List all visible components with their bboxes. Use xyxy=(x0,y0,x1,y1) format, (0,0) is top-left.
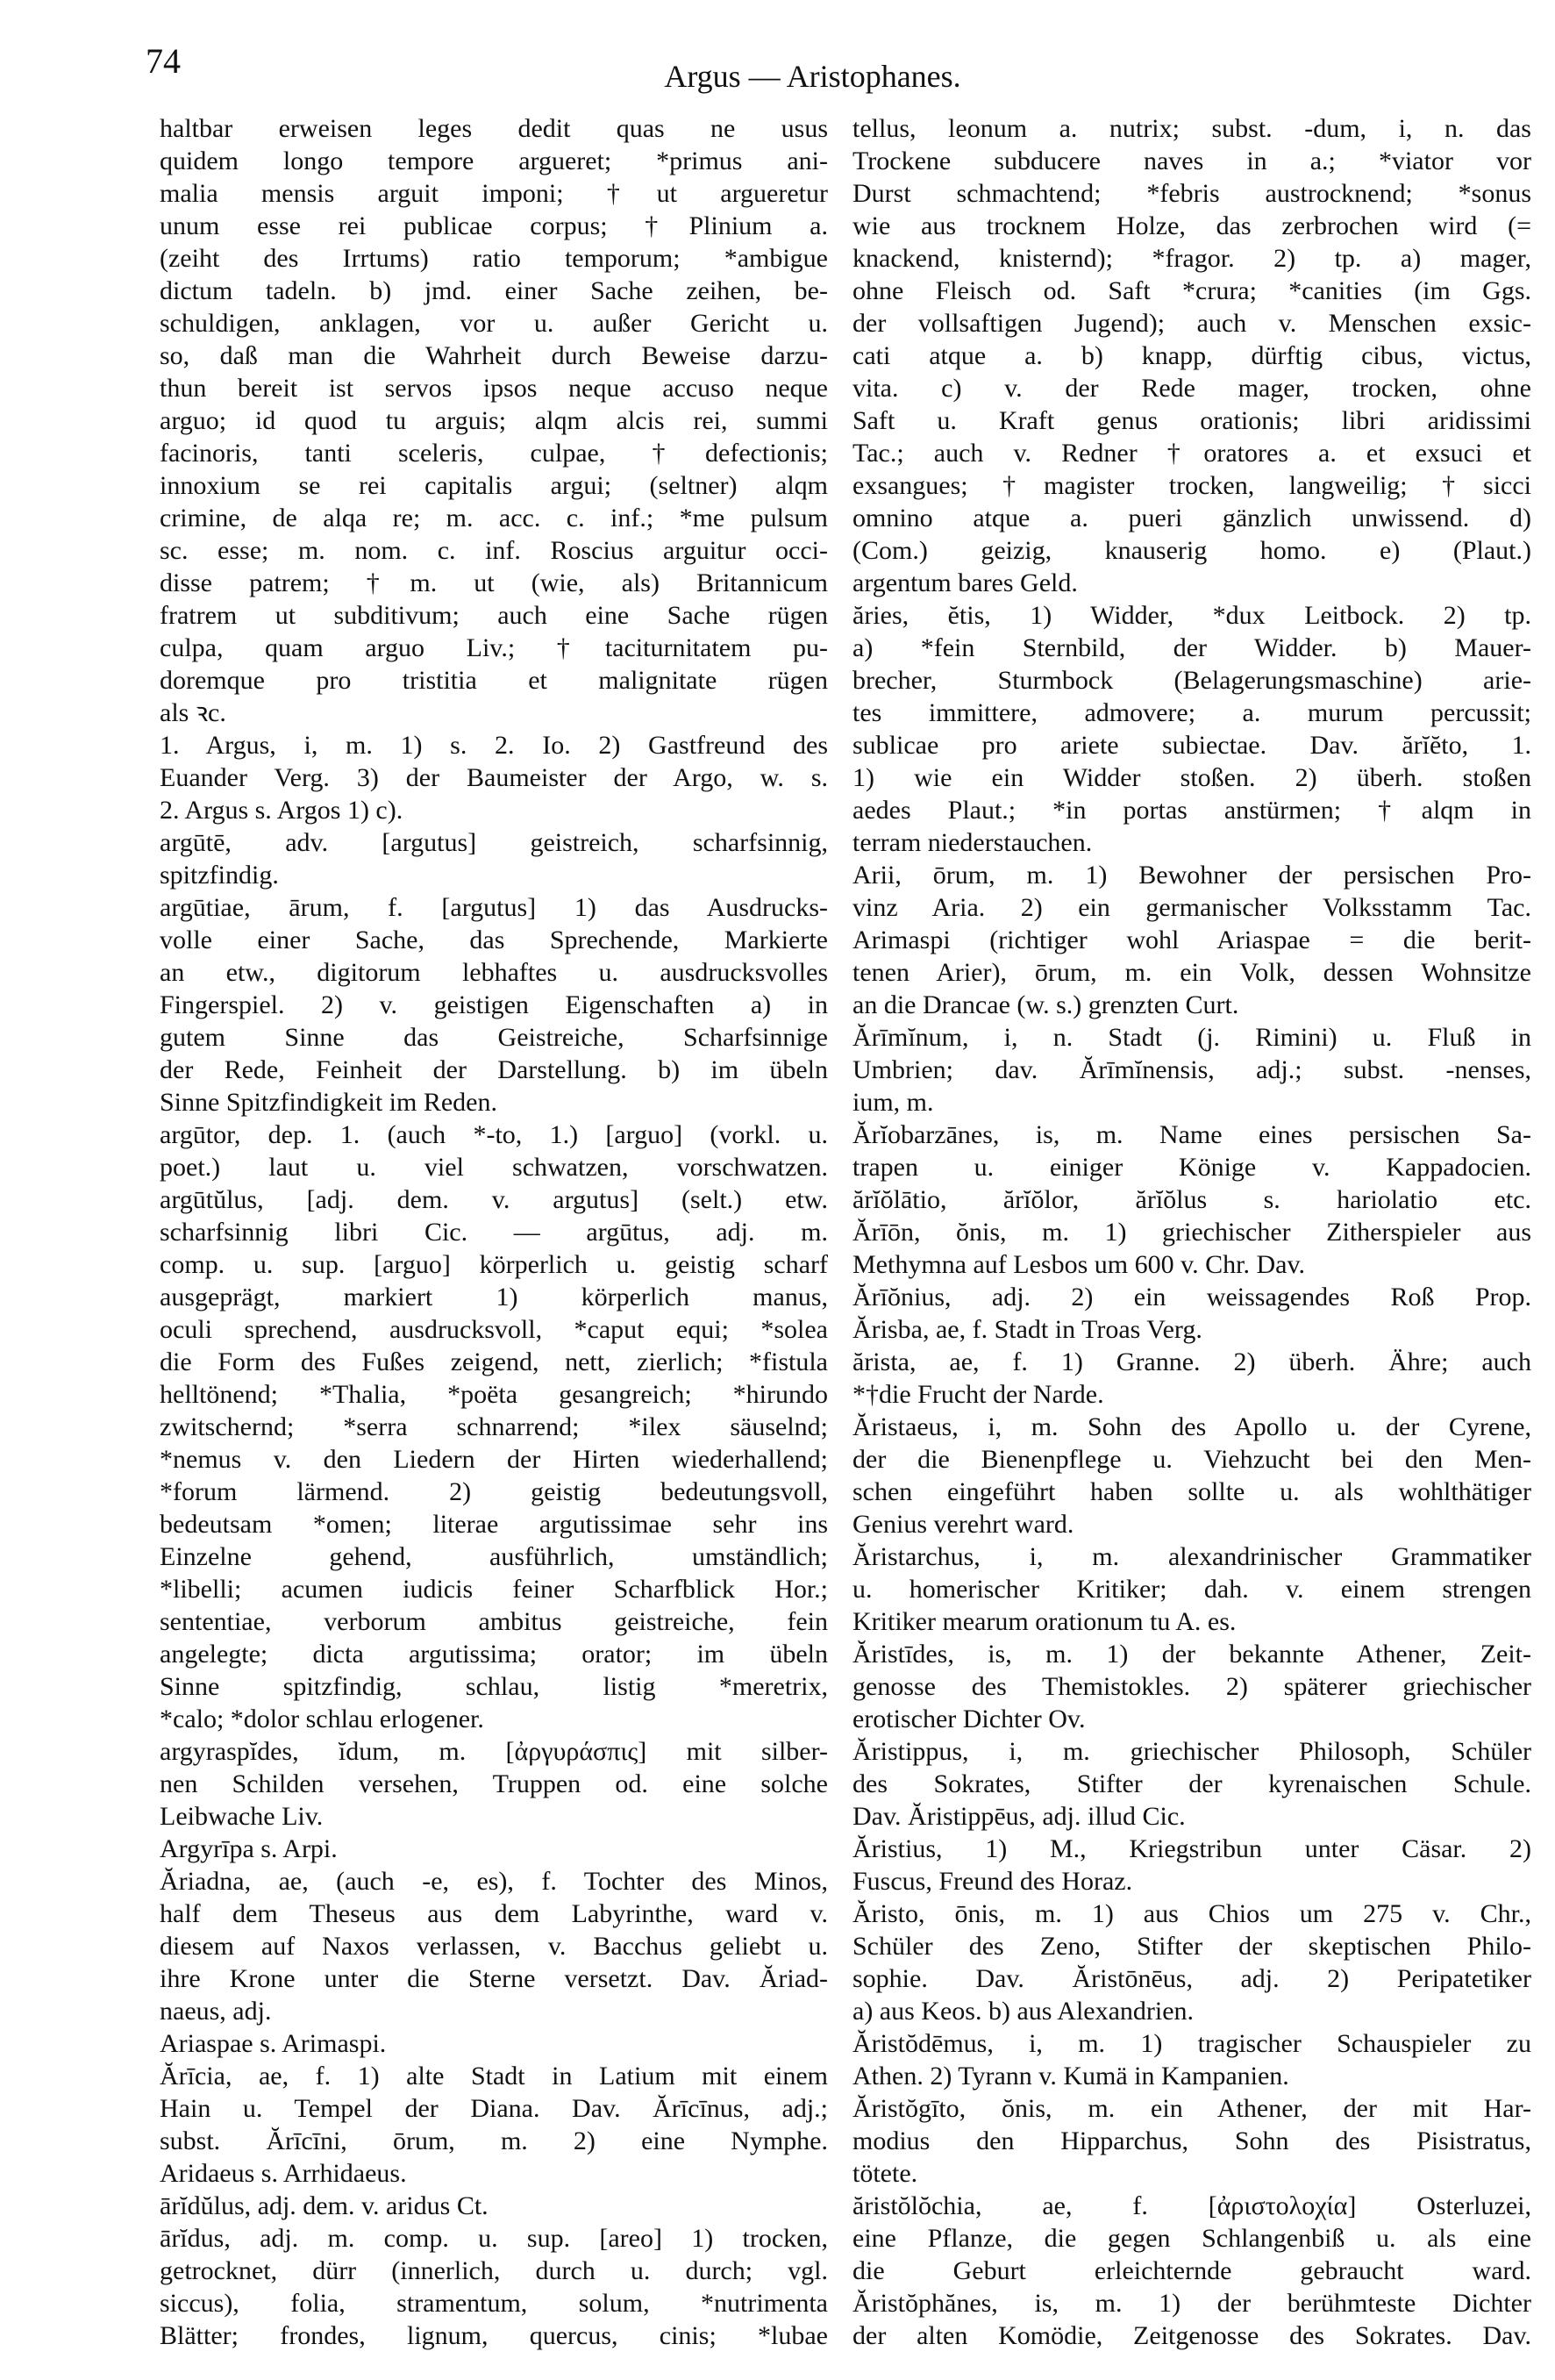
text-line: exsangues; †magister trocken, langweilig; †sicci xyxy=(852,471,1531,500)
text-line: diesem auf Naxos verlassen, v. Bacchus geliebt u. xyxy=(160,1932,828,1961)
text-line: tötete. xyxy=(852,2159,918,2188)
text-line: des Sokrates, Stifter der kyrenaischen Schule. xyxy=(852,1769,1531,1798)
text-line: aedes Plaut.; *in portas anstürmen; †alqm in xyxy=(852,796,1531,825)
text-line: Kritiker mearum orationum tu A. es. xyxy=(852,1607,1237,1636)
page-number: 74 xyxy=(146,41,181,81)
text-line: zwitschernd; *serra schnarrend; *ilex säuselnd; xyxy=(160,1412,828,1441)
text-line: Ăristarchus, i, m. alexandrinischer Grammatiker xyxy=(852,1542,1531,1571)
text-line: Saft u. Kraft genus orationis; libri aridissimi xyxy=(852,406,1531,435)
text-line: als ꝛc. xyxy=(160,698,226,727)
text-line: 1) wie ein Widder stoßen. 2) überh. stoßen xyxy=(852,763,1531,792)
text-line: Ărĭobarzānes, is, m. Name eines persischen Sa- xyxy=(852,1120,1531,1149)
text-line: disse patrem; †m. ut (wie, als) Britannicum xyxy=(160,568,828,597)
text-line: 1. Argus, i, m. 1) s. 2. Io. 2) Gastfreund des xyxy=(160,731,828,760)
text-line: Fingerspiel. 2) v. geistigen Eigenschaften a) in xyxy=(160,990,828,1019)
text-line: Fuscus, Freund des Horaz. xyxy=(852,1867,1133,1896)
text-line: innoxium se rei capitalis argui; (seltner) alqm xyxy=(160,471,828,500)
text-line: Ariaspae s. Arimaspi. xyxy=(160,2029,387,2058)
text-line: a) aus Keos. b) aus Alexandrien. xyxy=(852,1997,1195,2026)
text-line: tellus, leonum a. nutrix; subst. -dum, i, n. das xyxy=(852,114,1531,143)
text-line: ārĭdŭlus, adj. dem. v. aridus Ct. xyxy=(160,2191,489,2220)
text-line: Argyrīpa s. Arpi. xyxy=(160,1834,338,1863)
text-line: subst. Ărīcīni, ōrum, m. 2) eine Nymphe. xyxy=(160,2126,828,2155)
text-line: Ărīōn, ŏnis, m. 1) griechischer Zitherspieler aus xyxy=(852,1218,1531,1247)
text-line: der alten Komödie, Zeitgenosse des Sokrates. Dav. xyxy=(852,2321,1531,2350)
text-line: Dav. Ăristippēus, adj. illud Cic. xyxy=(852,1802,1186,1831)
text-line: tenen Arier), ōrum, m. ein Volk, dessen Wohnsitze xyxy=(852,958,1531,987)
text-line: vita. c) v. der Rede mager, trocken, ohne xyxy=(852,374,1531,403)
text-line: Sinne spitzfindig, schlau, listig *meretrix, xyxy=(160,1672,828,1701)
text-line: Arimaspi (richtiger wohl Ariaspae = die berit- xyxy=(852,926,1531,954)
text-line: Umbrien; dav. Ărīmĭnensis, adj.; subst. -nenses, xyxy=(852,1055,1531,1084)
text-line: ausgeprägt, markiert 1) körperlich manus, xyxy=(160,1283,828,1312)
text-line: sententiae, verborum ambitus geistreiche, fein xyxy=(160,1607,828,1636)
running-title: Argus — Aristophanes. xyxy=(664,59,961,94)
text-line: *libelli; acumen iudicis feiner Scharfblick Hor.; xyxy=(160,1575,828,1604)
left-column xyxy=(160,112,828,2352)
text-line: argentum bares Geld. xyxy=(852,568,1078,597)
text-line: comp. u. sup. [arguo] körperlich u. geistig scharf xyxy=(160,1250,828,1279)
text-line: malia mensis arguit imponi; †ut argueretur xyxy=(160,179,828,208)
text-line: schen eingeführt haben sollte u. als wohlthätiger xyxy=(852,1477,1531,1506)
text-line: a) *fein Sternbild, der Widder. b) Mauer- xyxy=(852,633,1531,662)
text-line: der vollsaftigen Jugend); auch v. Menschen exsic- xyxy=(852,309,1531,338)
text-line: spitzfindig. xyxy=(160,861,279,890)
text-line: sophie. Dav. Ăristōnēus, adj. 2) Peripatetiker xyxy=(852,1964,1531,1993)
text-line: scharfsinnig libri Cic. — argūtus, adj. m. xyxy=(160,1218,828,1247)
text-line: argūtor, dep. 1. (auch *-to, 1.) [arguo] (vorkl. u. xyxy=(160,1120,828,1149)
text-line: 2. Argus s. Argos 1) c). xyxy=(160,796,403,825)
text-line: bedeutsam *omen; literae argutissimae sehr ins xyxy=(160,1510,828,1539)
text-line: ium, m. xyxy=(852,1088,934,1117)
text-line: volle einer Sache, das Sprechende, Markierte xyxy=(160,926,828,954)
text-line: Euander Verg. 3) der Baumeister der Argo, w. s. xyxy=(160,763,828,792)
text-line: Ăristippus, i, m. griechischer Philosoph, Schüler xyxy=(852,1737,1531,1766)
text-line: Aridaeus s. Arrhidaeus. xyxy=(160,2159,407,2188)
text-line: Blätter; frondes, lignum, quercus, cinis; *lubae xyxy=(160,2321,828,2350)
text-line: ăries, ĕtis, 1) Widder, *dux Leitbock. 2) tp. xyxy=(852,601,1531,630)
text-line: argūtiae, ārum, f. [argutus] 1) das Ausdrucks- xyxy=(160,893,828,922)
text-line: u. homerischer Kritiker; dah. v. einem strengen xyxy=(852,1575,1531,1604)
text-line: half dem Theseus aus dem Labyrinthe, ward v. xyxy=(160,1899,828,1928)
text-line: Leibwache Liv. xyxy=(160,1802,324,1831)
text-line: argūtŭlus, [adj. dem. v. argutus] (selt.) etw. xyxy=(160,1185,828,1214)
text-line: (zeiht des Irrtums) ratio temporum; *ambigue xyxy=(160,244,828,273)
text-line: Ărīŏnius, adj. 2) ein weissagendes Roß Prop. xyxy=(852,1283,1531,1312)
text-line: Hain u. Tempel der Diana. Dav. Ărīcīnus, adj.; xyxy=(160,2094,828,2123)
text-line: Ăristaeus, i, m. Sohn des Apollo u. der Cyrene, xyxy=(852,1412,1531,1441)
text-line: ohne Fleisch od. Saft *crura; *canities (im Ggs. xyxy=(852,276,1531,305)
text-line: *forum lärmend. 2) geistig bedeutungsvoll, xyxy=(160,1477,828,1506)
text-line: arguo; id quod tu arguis; alqm alcis rei, summi xyxy=(160,406,828,435)
text-line: Ăriadna, ae, (auch -e, es), f. Tochter des Minos, xyxy=(160,1867,828,1896)
text-line: ihre Krone unter die Sterne versetzt. Dav. Ăriad- xyxy=(160,1964,828,1993)
text-line: *nemus v. den Liedern der Hirten wiederhallend; xyxy=(160,1445,828,1474)
text-line: der Rede, Feinheit der Darstellung. b) im übeln xyxy=(160,1055,828,1084)
text-line: sublicae pro ariete subiectae. Dav. ărĭĕto, 1. xyxy=(852,731,1531,760)
text-line: die Form des Fußes zeigend, nett, zierlich; *fistula xyxy=(160,1347,828,1376)
text-line: wie aus trocknem Holze, das zerbrochen wird (= xyxy=(852,211,1531,240)
text-line: Trockene subducere naves in a.; *viator vor xyxy=(852,147,1531,175)
text-line: crimine, de alqa re; m. acc. c. inf.; *me pulsum xyxy=(160,504,828,532)
text-line: Ăristŏgīto, ŏnis, m. ein Athener, der mit Har- xyxy=(852,2094,1531,2123)
text-line: trapen u. einiger Könige v. Kappadocien. xyxy=(852,1153,1531,1182)
text-line: helltönend; *Thalia, *poëta gesangreich; *hirundo xyxy=(160,1380,828,1409)
text-line: unum esse rei publicae corpus; †Plinium a. xyxy=(160,211,828,240)
text-line: Ăristīdes, is, m. 1) der bekannte Athener, Zeit- xyxy=(852,1640,1531,1669)
text-line: Ăristŏphănes, is, m. 1) der berühmteste Dichter xyxy=(852,2289,1531,2318)
text-line: brecher, Sturmbock (Belagerungsmaschine) arie- xyxy=(852,666,1531,695)
text-line: eine Pflanze, die gegen Schlangenbiß u. als eine xyxy=(852,2224,1531,2253)
text-line: terram niederstauchen. xyxy=(852,828,1093,857)
text-line: oculi sprechend, ausdrucksvoll, *caput equi; *solea xyxy=(160,1315,828,1344)
text-line: naeus, adj. xyxy=(160,1997,272,2026)
text-line: (Com.) geizig, knauserig homo. e) (Plaut.) xyxy=(852,536,1531,565)
text-line: ărista, ae, f. 1) Granne. 2) überh. Ähre; auch xyxy=(852,1347,1531,1376)
text-line: erotischer Dichter Ov. xyxy=(852,1705,1086,1733)
text-line: getrocknet, dürr (innerlich, durch u. durch; vgl. xyxy=(160,2256,828,2285)
text-line: haltbar erweisen leges dedit quas ne usus xyxy=(160,114,828,143)
text-line: Methymna auf Lesbos um 600 v. Chr. Dav. xyxy=(852,1250,1306,1279)
text-line: schuldigen, anklagen, vor u. außer Gericht u. xyxy=(160,309,828,338)
text-line: der die Bienenpflege u. Viehzucht bei den Men- xyxy=(852,1445,1531,1474)
text-line: omnino atque a. pueri gänzlich unwissend. d) xyxy=(852,504,1531,532)
text-line: fratrem ut subditivum; auch eine Sache rügen xyxy=(160,601,828,630)
text-line: *†die Frucht der Narde. xyxy=(852,1380,1104,1409)
text-line: Sinne Spitzfindigkeit im Reden. xyxy=(160,1088,497,1117)
text-line: Ărīcia, ae, f. 1) alte Stadt in Latium mit einem xyxy=(160,2062,828,2091)
text-line: Einzelne gehend, ausführlich, umständlich; xyxy=(160,1542,828,1571)
text-line: gutem Sinne das Geistreiche, Scharfsinnige xyxy=(160,1023,828,1052)
text-line: angelegte; dicta argutissima; orator; im übeln xyxy=(160,1640,828,1669)
text-line: thun bereit ist servos ipsos neque accuso neque xyxy=(160,374,828,403)
text-line: ăristŏlŏchia, ae, f. [ἀριστολοχία] Osterluzei, xyxy=(852,2191,1531,2220)
text-line: doremque pro tristitia et malignitate rügen xyxy=(160,666,828,695)
text-line: argyraspĭdes, ĭdum, m. [ἀργυράσπις] mit silber- xyxy=(160,1737,828,1766)
text-line: Ăristius, 1) M., Kriegstribun unter Cäsar. 2) xyxy=(852,1834,1531,1863)
text-line: Ărīmĭnum, i, n. Stadt (j. Rimini) u. Fluß in xyxy=(852,1023,1531,1052)
text-line: tes immittere, admovere; a. murum percussit; xyxy=(852,698,1531,727)
right-column xyxy=(852,112,1531,2352)
text-line: poet.) laut u. viel schwatzen, vorschwatzen. xyxy=(160,1153,828,1182)
text-line: modius den Hipparchus, Sohn des Pisistratus, xyxy=(852,2126,1531,2155)
text-line: siccus), folia, stramentum, solum, *nutrimenta xyxy=(160,2289,828,2318)
text-line: die Geburt erleichternde gebraucht ward. xyxy=(852,2256,1531,2285)
text-line: nen Schilden versehen, Truppen od. eine solche xyxy=(160,1769,828,1798)
text-line: vinz Aria. 2) ein germanischer Volksstamm Tac. xyxy=(852,893,1531,922)
text-line: argūtē, adv. [argutus] geistreich, scharfsinnig, xyxy=(160,828,828,857)
text-line: Schüler des Zeno, Stifter der skeptischen Philo- xyxy=(852,1932,1531,1961)
text-line: Genius verehrt ward. xyxy=(852,1510,1074,1539)
text-line: Ărisba, ae, f. Stadt in Troas Verg. xyxy=(852,1315,1202,1344)
text-line: knackend, knisternd); *fragor. 2) tp. a) mager, xyxy=(852,244,1531,273)
text-line: Tac.; auch v. Redner †oratores a. et exsuci et xyxy=(852,439,1531,468)
text-line: ārĭdus, adj. m. comp. u. sup. [areo] 1) trocken, xyxy=(160,2224,828,2253)
text-line: *calo; *dolor schlau erlogener. xyxy=(160,1705,484,1733)
text-line: facinoris, tanti sceleris, culpae, †defectionis; xyxy=(160,439,828,468)
text-line: genosse des Themistokles. 2) späterer griechischer xyxy=(852,1672,1531,1701)
text-line: an etw., digitorum lebhaftes u. ausdrucksvolles xyxy=(160,958,828,987)
text-line: Athen. 2) Tyrann v. Kumä in Kampanien. xyxy=(852,2062,1289,2091)
text-line: so, daß man die Wahrheit durch Beweise darzu- xyxy=(160,341,828,370)
text-line: Ăristŏdēmus, i, m. 1) tragischer Schauspieler zu xyxy=(852,2029,1531,2058)
text-line: an die Drancae (w. s.) grenzten Curt. xyxy=(852,990,1239,1019)
text-line: Ăristo, ōnis, m. 1) aus Chios um 275 v. Chr., xyxy=(852,1899,1531,1928)
text-line: sc. esse; m. nom. c. inf. Roscius arguitur occi- xyxy=(160,536,828,565)
text-line: quidem longo tempore argueret; *primus ani- xyxy=(160,147,828,175)
text-line: Arii, ōrum, m. 1) Bewohner der persischen Pro- xyxy=(852,861,1531,890)
text-line: Durst schmachtend; *febris austrocknend; *sonus xyxy=(852,179,1531,208)
text-line: ărĭŏlātio, ărĭŏlor, ărĭŏlus s. hariolatio etc. xyxy=(852,1185,1531,1214)
text-line: culpa, quam arguo Liv.; †taciturnitatem pu- xyxy=(160,633,828,662)
text-line: dictum tadeln. b) jmd. einer Sache zeihen, be- xyxy=(160,276,828,305)
text-line: cati atque a. b) knapp, dürftig cibus, victus, xyxy=(852,341,1531,370)
